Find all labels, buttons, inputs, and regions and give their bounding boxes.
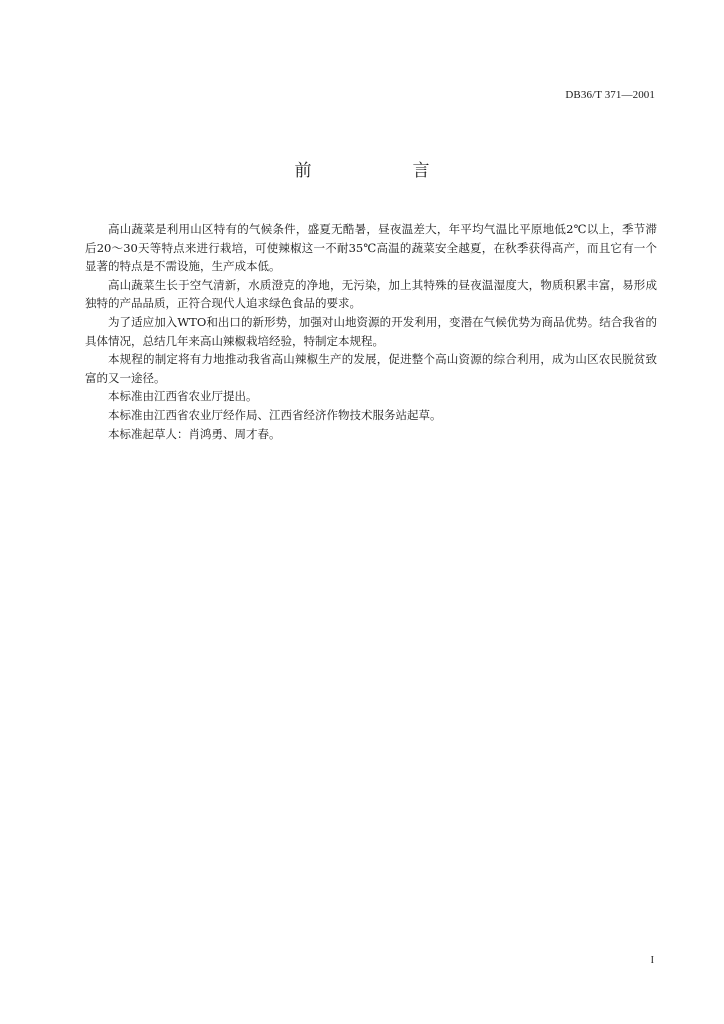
paragraph-significance: 本规程的制定将有力地推动我省高山辣椒生产的发展，促进整个高山资源的综合利用，成为山区农民脱贫致富的又一途径。	[85, 352, 657, 385]
page-number: I	[650, 955, 654, 966]
paragraph-intro: 高山蔬菜是利用山区特有的气候条件，盛夏无酷暑，昼夜温差大，年平均气温比平原地低2℃以上，季节滞后20～30天等特点来进行栽培，可使辣椒这一不耐35℃高温的蔬菜安全越夏，在秋季获得高产，而且它有一个显著的特点是不需设施，生产成本低。	[85, 222, 657, 274]
paragraph-proposer: 本标准由江西省农业厅提出。	[108, 389, 258, 404]
paragraph-drafting-org: 本标准由江西省农业厅经作局、江西省经济作物技术服务站起草。	[108, 407, 442, 422]
paragraph-purpose: 为了适应加入WTO和出口的新形势，加强对山地资源的开发利用，变潜在气候优势为商品优势。结合我省的具体情况，总结几年来高山辣椒栽培经验，特制定本规程。	[85, 314, 657, 348]
page-title: 前 言	[294, 161, 472, 181]
paragraph-drafters: 本标准起草人：肖鸿勇、周才春。	[108, 426, 281, 441]
standard-code: DB36/T 371—2001	[565, 89, 655, 101]
foreword-body	[85, 220, 657, 443]
paragraph-environment: 高山蔬菜生长于空气清新，水质澄克的净地，无污染，加上其特殊的昼夜温湿度大，物质积累丰富，易形成独特的产品品质，正符合现代人追求绿色食品的要求。	[85, 277, 657, 311]
